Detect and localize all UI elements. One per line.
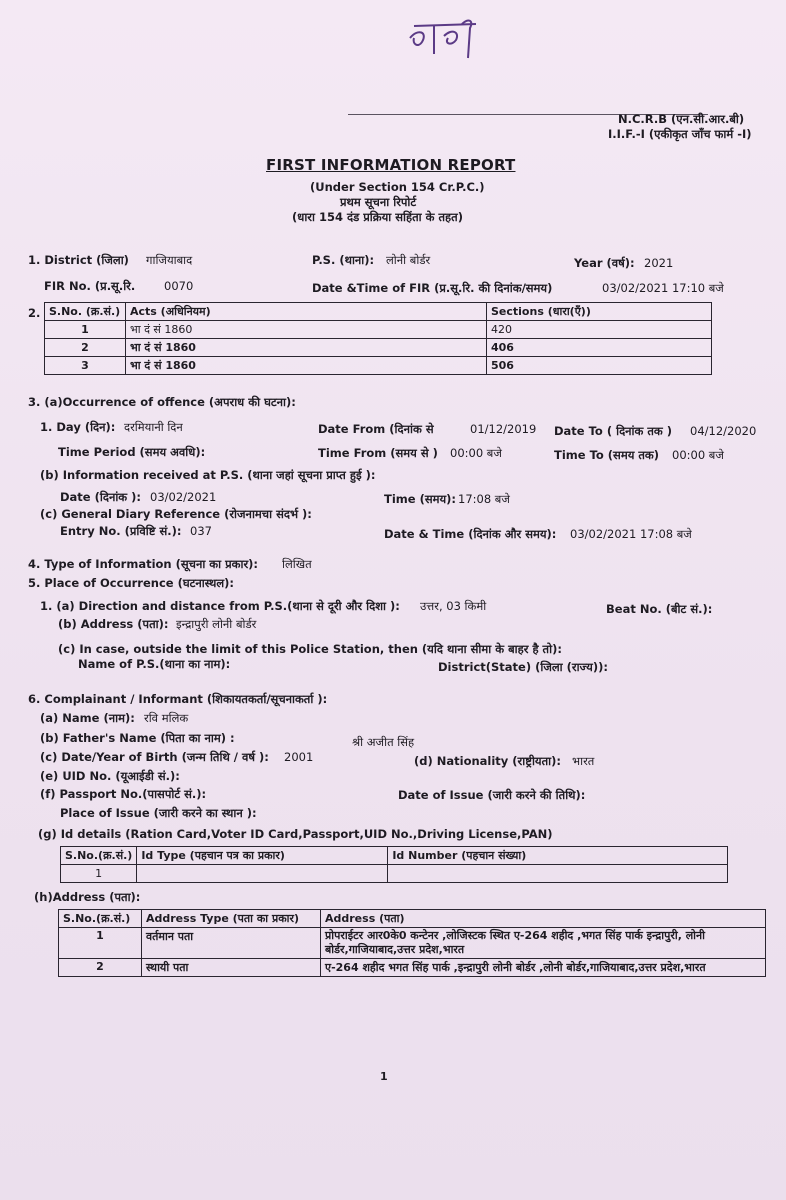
date-from-label: Date From (दिनांक से [318,422,434,436]
entry-label: Entry No. (प्रविष्टि सं.): [60,524,182,538]
acts-table [44,302,712,375]
complainant-heading: 6. Complainant / Informant (शिकायतकर्ता/सूचनाकर्ता ): [28,692,328,706]
id-sno: 1 [61,865,137,883]
nationality-label: (d) Nationality (राष्ट्रीयता): [414,754,561,768]
table-row [45,357,712,375]
address-value: प्रोपराईटर आर0के0 कन्टेनर ,लोजिस्टक स्थित ए-264 शहीद ,भगत सिंह पार्क इन्द्रापुरी, लोनी बोर्डर,गाजियाबाद,उत्तर प्रदेश,भारत [321,928,766,959]
uid-label: (e) UID No. (यूआईडी सं.): [40,769,180,783]
acts-section: 506 [487,357,712,375]
title-hindi: प्रथम सूचना रिपोर्ट [340,195,417,209]
info-type-label: 4. Type of Information (सूचना का प्रकार): [28,557,259,571]
info-time-value: 17:08 बजे [458,492,510,506]
fir-label: FIR No. (प्र.सू.रि. [44,279,136,293]
date-to-value: 04/12/2020 [690,424,757,438]
place-issue-label: Place of Issue (जारी करने का स्थान ): [60,806,257,820]
address-value: ए-264 शहीद भगत सिंह पार्क ,इन्द्रापुरी लोनी बोर्डर ,लोनी बोर्डर,गाजियाबाद,उत्तर प्रदेश,भारत [321,959,766,977]
passport-label: (f) Passport No.(पासपोर्ट सं.): [40,787,207,801]
title-section: (Under Section 154 Cr.P.C.) [310,180,485,194]
acts-sno: 2 [45,339,126,357]
dob-value: 2001 [284,750,314,764]
table-row [61,865,728,883]
id-header-type: Id Type (पहचान पत्र का प्रकार) [137,847,388,865]
address-header-type: Address Type (पता का प्रकार) [142,910,321,928]
date-from-value: 01/12/2019 [470,422,537,436]
title-hindi-section: (धारा 154 दंड प्रक्रिया सहिंता के तहत) [292,210,463,224]
acts-sno: 1 [45,321,126,339]
address-heading: (h)Address (पता): [34,890,141,904]
gd-datetime-value: 03/02/2021 17:08 बजे [570,527,692,541]
outside-limit-label: (c) In case, outside the limit of this Police Station, then (यदि थाना सीमा के बाहर है तो): [58,642,562,656]
father-label: (b) Father's Name (पिता का नाम) : [40,731,235,745]
district-value: गाजियाबाद [146,253,193,267]
info-date-value: 03/02/2021 [150,490,217,504]
year-value: 2021 [644,256,674,270]
table-row [45,339,712,357]
acts-act: भा दं सं 1860 [126,339,487,357]
ps-label: P.S. (थाना): [312,253,375,267]
entry-value: 037 [190,524,212,538]
time-to-value: 00:00 बजे [672,448,724,462]
report-title: FIRST INFORMATION REPORT [266,156,516,174]
id-header-sno: S.No.(क्र.सं.) [61,847,137,865]
gd-label: (c) General Diary Reference (रोजनामचा संदर्भ ): [40,507,312,521]
district-state-label: District(State) (जिला (राज्य)): [438,660,608,674]
acts-section: 420 [487,321,712,339]
acts-header-act: Acts (अधिनियम) [126,303,487,321]
occurrence-heading: 3. (a)Occurrence of offence (अपराध की घटना): [28,395,296,409]
handwriting-vaadi-icon [404,14,484,64]
acts-header-sno: S.No. (क्र.सं.) [45,303,126,321]
father-value: श्री अजीत सिंह [352,735,415,749]
address-value: इन्द्रापुरी लोनी बोर्डर [176,617,257,631]
table-row [59,959,766,977]
address-sno: 2 [59,959,142,977]
place-heading: 5. Place of Occurrence (घटनास्थल): [28,576,235,590]
beat-label: Beat No. (बीट सं.): [606,602,713,616]
acts-section: 406 [487,339,712,357]
time-to-label: Time To (समय तक) [554,448,660,462]
fir-value: 0070 [164,279,194,293]
day-value: दरमियानी दिन [124,420,183,434]
address-table [58,909,766,977]
name-value: रवि मलिक [144,711,189,725]
info-time-label: Time (समय): [384,492,457,506]
iif-label: I.I.F.-I (एकीकृत जाँच फार्म -I) [608,127,752,141]
name-label: (a) Name (नाम): [40,711,135,725]
year-label: Year (वर्ष): [574,256,635,270]
acts-act: भा दं सं 1860 [126,357,487,375]
district-label: 1. District (जिला) [28,253,129,267]
nationality-value: भारत [572,754,595,768]
table-row [59,928,766,959]
acts-number: 2. [28,306,41,320]
address-header-row [59,910,766,928]
acts-act: भा दं सं 1860 [126,321,487,339]
direction-label: 1. (a) Direction and distance from P.S.(थाना से दूरी और दिशा ): [40,599,400,613]
address-header-address: Address (पता) [321,910,766,928]
acts-header-section: Sections (धारा(एँ)) [487,303,712,321]
acts-sno: 3 [45,357,126,375]
acts-header-row [45,303,712,321]
handwritten-mark [404,14,484,68]
ps-value: लोनी बोर्डर [386,253,431,267]
gd-datetime-label: Date & Time (दिनांक और समय): [384,527,557,541]
info-date-label: Date (दिनांक ): [60,490,141,504]
page-number: 1 [380,1070,388,1083]
time-from-label: Time From (समय से ) [318,446,438,460]
address-label: (b) Address (पता): [58,617,169,631]
time-period-label: Time Period (समय अवधि): [58,445,206,459]
id-header-row [61,847,728,865]
info-type-value: लिखित [282,557,312,571]
address-sno: 1 [59,928,142,959]
fir-datetime-value: 03/02/2021 17:10 बजे [602,281,724,295]
id-details-heading: (g) Id details (Ration Card,Voter ID Card,Passport,UID No.,Driving License,PAN) [38,827,553,841]
address-type: स्थायी पता [142,959,321,977]
date-to-label: Date To ( दिनांक तक ) [554,424,673,438]
date-issue-label: Date of Issue (जारी करने की तिथि): [398,788,586,802]
ps-name-label: Name of P.S.(थाना का नाम): [78,657,231,671]
table-row [45,321,712,339]
info-received-label: (b) Information received at P.S. (थाना जहां सूचना प्राप्त हुई ): [40,468,376,482]
day-label: 1. Day (दिन): [40,420,116,434]
id-number [388,865,728,883]
id-header-number: Id Number (पहचान संख्या) [388,847,728,865]
fir-datetime-label: Date &Time of FIR (प्र.सू.रि. की दिनांक/समय) [312,281,553,295]
address-header-sno: S.No.(क्र.सं.) [59,910,142,928]
id-table [60,846,728,883]
id-type [137,865,388,883]
dob-label: (c) Date/Year of Birth (जन्म तिथि / वर्ष ): [40,750,269,764]
address-type: वर्तमान पता [142,928,321,959]
time-from-value: 00:00 बजे [450,446,502,460]
direction-value: उत्तर, 03 किमी [420,599,487,613]
ncrb-label: N.C.R.B (एन.सी.आर.बी) [618,112,745,126]
